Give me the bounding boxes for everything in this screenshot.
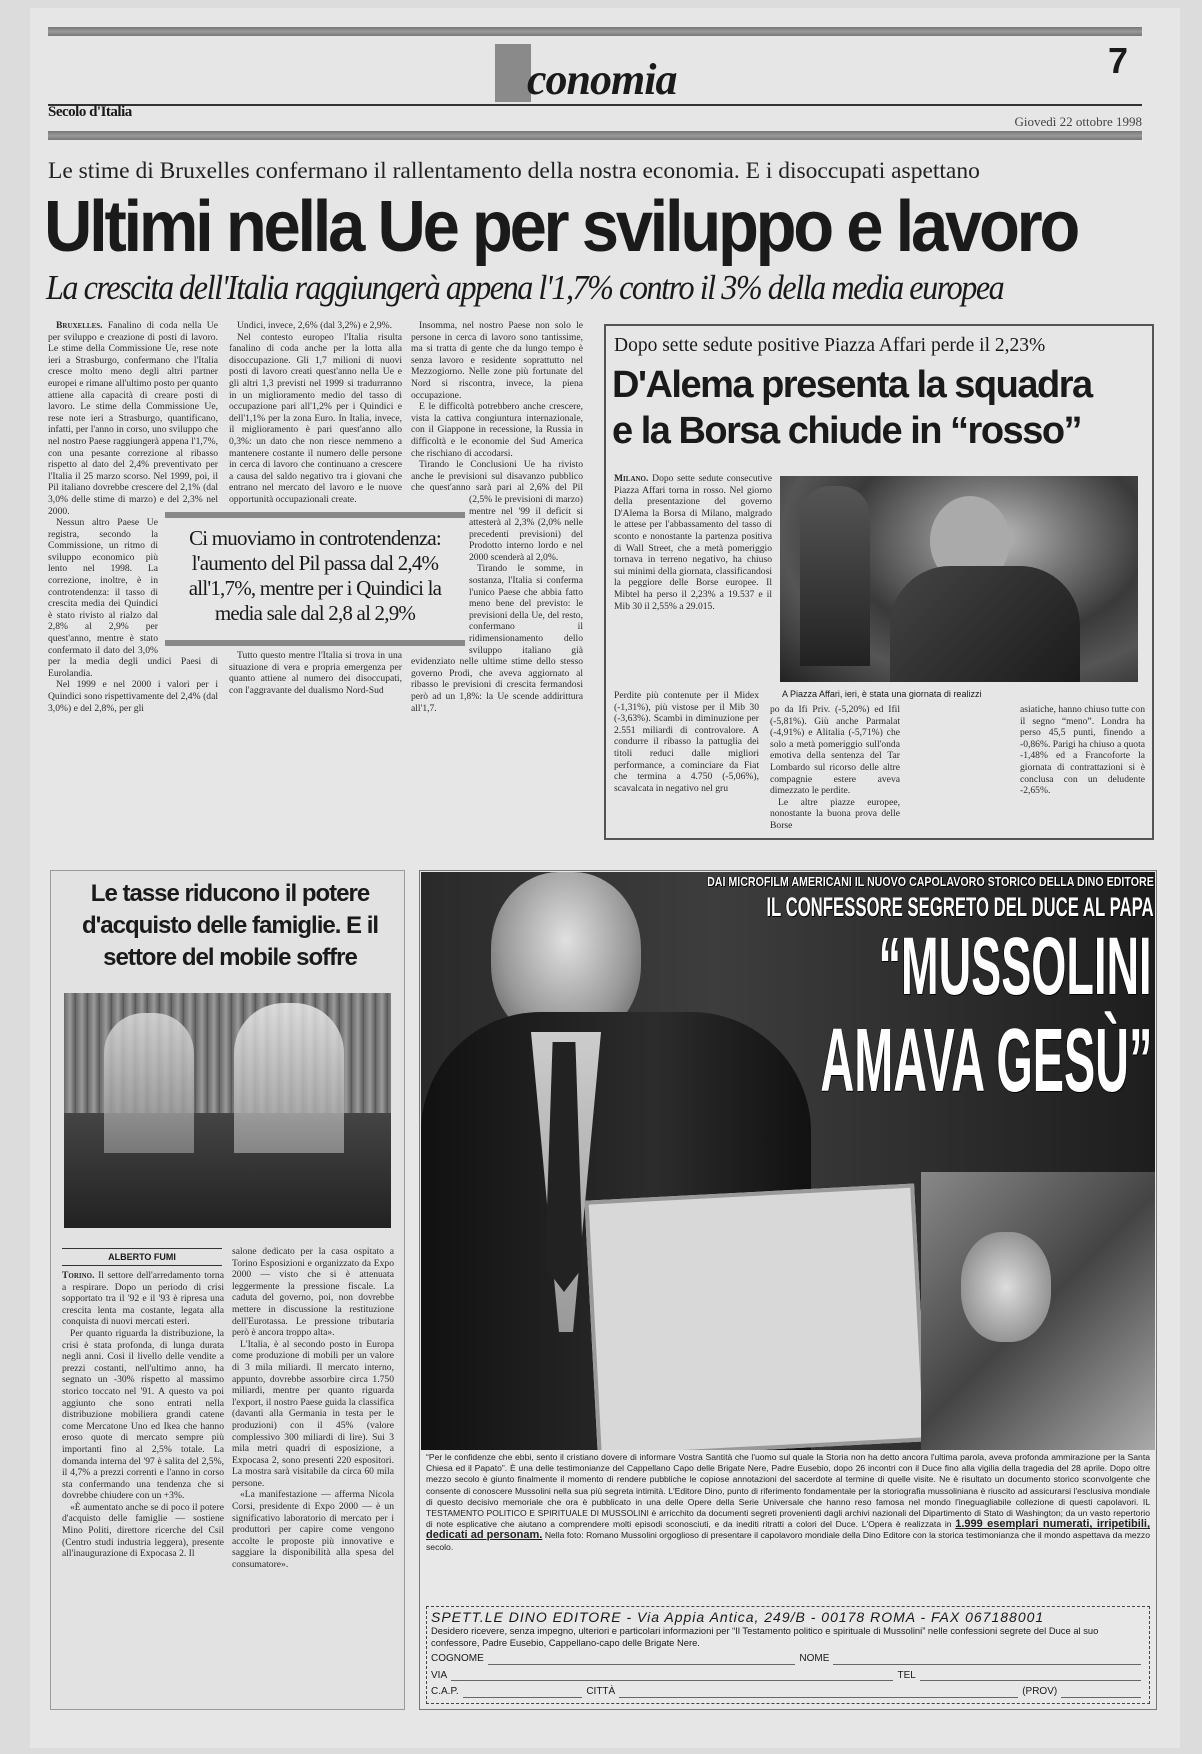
issue-date: Giovedì 22 ottobre 1998 (1014, 114, 1142, 129)
paragraph: Undici, invece, 2,6% (dal 3,2%) e 2,9%. (237, 320, 393, 331)
paragraph: Tirando le Conclusioni Ue ha rivisto anche le previsioni sul disavanzo pubblico che quest'anno sarà pari al 2,6% del Pil (2,5% le previsioni di marzo) mentre nel '99 il deficit si attesterà al 2,3% (2,0% nelle precedenti previsioni) del Prodotto interno lordo e nel 2000 scenderà al 2,0%. (411, 459, 583, 563)
ad-headline-line-1: “MUSSOLINI (878, 921, 1152, 1012)
article-headline: Ultimi nella Ue per sviluppo e lavoro (44, 187, 1078, 267)
article-subhead: La crescita dell'Italia raggiungerà appena l'1,7% contro il 3% della media europea (46, 268, 1004, 307)
ad-body-text (426, 1452, 1150, 1553)
stock-exchange-photo (780, 476, 1138, 682)
paragraph: asiatiche, hanno chiuso tutte con il segno “meno”. Londra ha perso 45,5 punti, finendo a -0,86%. Parigi ha chiuso a quota -1,48% ed a Francoforte la giornata di contrattazioni si è conclusa con un deludente -2,65%. (1020, 704, 1145, 797)
header-thin-rule (48, 104, 1142, 106)
borsa-column-b (614, 690, 759, 830)
paragraph: «La manifestazione — afferma Nicola Corsi, presidente di Expo 2000 — è un significativo laboratorio di mercato per i produttori per capire come vengono accolte le proposte più innovative e saggiare la disponibilità alla spesa del consumatore». (232, 1489, 394, 1571)
masthead: Secolo d'Italia (48, 104, 132, 120)
paragraph: Nessun altro Paese Ue registra, secondo la Commissione, un ritmo di sviluppo economico più lento nel 1998. La correzione, inoltre, è in controtendenza: il tasso di crescita media dei Quindici è stato rivisto al rialzo dal 2,8% al 2,9% per quest'anno, mentre è stato confermato il dato del 3,0% per la media degli undici Paesi di Eurolandia. (48, 517, 218, 679)
paragraph: po da Ifi Priv. (-5,20%) ed Ifil (-5,81%). Giù anche Parmalat (-4,91%) e Alitalia (-5,71%) che solo a metà pomeriggio sull'onda emotiva della sentenza del Tar Lombardo sul ricorso delle altre compagnie estere aveva dimezzato le perdite. (770, 704, 900, 797)
paragraph: Le altre piazze europee, nonostante la buona prova delle Borse (770, 796, 900, 830)
section-initial-block (495, 44, 531, 102)
phone-label: TEL (897, 1669, 916, 1681)
street-label: VIA (431, 1669, 448, 1681)
top-rule (48, 27, 1142, 36)
dateline: Milano. (614, 473, 649, 484)
paragraph: «È aumentato anche se di poco il potere d'acquisto delle famiglie — sostiene Mino Politi, direttore ricerche del Csil (Centro studi industria leggera), presente all'inaugurazione di Expocasa 2. Il (62, 1501, 224, 1560)
paragraph: Nel 1999 e nel 2000 i valori per i Quindici sono rispettivamente del 2,4% (dal 3,0%) e del 2,8%, per gli (48, 679, 218, 714)
borsa-column-c (770, 704, 900, 830)
province-label: (PROV) (1022, 1686, 1058, 1697)
phone-field[interactable] (920, 1671, 1141, 1681)
ad-tagline: DAI MICROFILM AMERICANI IL NUOVO CAPOLAVORO STORICO DELLA DINO EDITORE (707, 874, 1154, 889)
ad-title: IL CONFESSORE SEGRETO DEL DUCE AL PAPA (766, 892, 1154, 922)
city-field[interactable] (619, 1688, 1018, 1698)
paragraph: Il settore dell'arredamento torna a respirare. Dopo un periodo di crisi sopportato tra il '92 e il '93 è ripresa una crescita lenta ma costante, legata alla conquista di nuovi mercati esteri. (62, 1270, 224, 1328)
headline-line: e la Borsa chiude in “rosso” (612, 410, 1082, 452)
paragraph: E le difficoltà potrebbero anche crescere, vista la cattiva congiuntura internazionale, con il Giappone in recessione, la Russia in difficoltà e le economie del Sud America che rischiano di accodarsi. (411, 401, 583, 459)
furniture-factory-photo (64, 993, 391, 1228)
paragraph: Tutto questo mentre l'Italia si trova in una situazione di vera e propria emergenza per quanto attiene al numero dei disoccupati, con l'aggravante del dualismo Nord-Sud (229, 650, 402, 696)
dateline: Torino. (62, 1270, 95, 1281)
article-kicker: Le stime di Bruxelles confermano il rallentamento della nostra economia. E i disoccupati aspettano (48, 158, 980, 184)
paragraph: Fanalino di coda nella Ue per sviluppo e creazione di posti di lavoro. Le stime della Commissione Ue, rese note ieri a Strasburgo, confermano che l'Italia cresce molto meno degli altri partner europei e rimane all'ultimo posto per quanto attiene alla capacità di creare posti di lavoro. Le stime della Commissione Ue, rese note ieri a Strasburgo, quantificano, infatti, per l'anno in corso, uno sviluppo che nel nostro Paese raggiungerà appena l'1,7%, con una pesante correzione al ribasso rispetto al dato del 2,4% preventivato per l'Italia il 25 marzo scorso. Nel 1999, poi, il Pil italiano dovrebbe crescere del 2,1% (dal 3,0% delle stime di marzo) e del 2,3% nel 2000. (48, 320, 218, 517)
surname-field[interactable] (488, 1655, 796, 1665)
zip-field[interactable] (463, 1688, 583, 1698)
order-coupon[interactable] (426, 1606, 1150, 1704)
name-field[interactable] (833, 1655, 1141, 1665)
surname-label: COGNOME (431, 1653, 484, 1664)
ad-headline-line-2: AMAVA GESÙ” (820, 1011, 1152, 1111)
page-number: 7 (1108, 40, 1129, 81)
paragraph: Insomma, nel nostro Paese non solo le persone in cerca di lavoro sono tantissime, ma si tratta di gente che da lungo tempo è senza lavoro e residente soprattutto nel Mezzogiorno. Nelle zone più fortunate del Nord si riscontra, invece, la piena occupazione. (411, 320, 583, 401)
ad-highlight: 1.999 esemplari numerati, irripetibili, dedicati ad personam. (426, 1518, 1150, 1542)
borsa-column-d (1020, 704, 1145, 830)
name-label: NOME (799, 1653, 830, 1664)
furniture-headline: Le tasse riducono il potere d'acquisto delle famiglie. E il settore del mobile soffre (81, 880, 379, 971)
section-title-text: conomia (527, 55, 677, 104)
ad-photo-note: Nella foto: Romano Mussolini orgoglioso di presentare il capolavoro mondiale della Dino Editore con la storica testimonianza che il mondo aspettava da mezzo secolo. (426, 1530, 1151, 1552)
photo-caption: A Piazza Affari, ieri, è stata una giornata di realizzi (782, 689, 982, 699)
dateline: Bruxelles. (56, 320, 103, 331)
paragraph: Perdite più contenute per il Midex (-1,31%), più vistose per il Mib 30 (-3,63%). Scambi in diminuzione per 2.551 miliardi di controvalore. A condurre il ribasso la pattuglia dei titoli reduci dalle migliori performance, a cominciare da Fiat che termina a 4.750 (-5,06%), scavalcata in negativo nel gru (614, 690, 759, 794)
borsa-headline (612, 362, 1092, 454)
borsa-column-a (614, 473, 772, 685)
zip-label: C.A.P. (431, 1686, 459, 1697)
furniture-column-left (62, 1270, 224, 1702)
pull-quote: Ci muoviamo in controtendenza: l'aumento del Pil passa dal 2,4% all'1,7%, mentre per i Quindici la media sale dal 2,8 al 2,9% (165, 512, 465, 646)
coupon-text: Desidero ricevere, senza impegno, ulteriori e particolari informazioni per “Il Testamento politico e spirituale di Mussolini” nelle confessioni segrete del Duce al suo confessore, Padre Eusebio, Cappellano-capo delle Brigate Nere. (431, 1625, 1099, 1648)
headline-line: D'Alema presenta la squadra (612, 364, 1092, 406)
header-bottom-rule (48, 131, 1142, 140)
ad-body: “Per le confidenze che ebbi, sento il cristiano dovere di informare Vostra Santità che l'uomo sul quale la Storia non ha detto ancora l'ultima parola, aveva profonda ammirazione per la Santa Chiesa ed il Papato”. È una delle testimonianze del Cappellano Capo delle Brigate Nere, Padre Eusebio, dopo 26 incontri con il Duce fino alla vigilia della tragedia del 28 aprile. Dopo oltre mezzo secolo è giunto finalmente il momento di rendere pubbliche le copiose annotazioni del sacerdote al termine di quelle visite. Ne è risultato un documento storico sconvolgente che consente di conoscere Mussolini nella sua più segreta intimità. L'Editore Dino, punto di riferimento fondamentale per la storiografia mussoliniana è riuscito ad assicurarsi l'esclusiva mondiale di questo decisivo memoriale che ora è pubblicato in una delle Opere della Serie Universale che hanno reso famosa nel mondo l'ineguagliabile collezione di questi capolavori. IL TESTAMENTO POLITICO E SPIRITUALE DI MUSSOLINI è arricchito da documenti segreti provenienti dagli archivi nazionali del Dipartimento di Stato di Washington; da un vasto repertorio di note esplicative che aiutano a comprendere molti episodi sconosciuti, e da inediti ritratti a colori del Duce. L'Opera è realizzata in (426, 1452, 1150, 1530)
city-label: CITTÀ (586, 1686, 616, 1697)
byline: ALBERTO FUMI (62, 1248, 222, 1266)
paragraph: L'Italia, è al secondo posto in Europa come produzione di mobili per un valore di 3 mila miliardi. Il mercato interno, appunto, dovrebbe assorbire circa 1.750 miliardi, mentre per quanto riguarda l'export, il nostro Paese guida la classifica (davanti alla Germania in testa per le produzioni) con il 45% (valore complessivo 300 miliardi di lire). Sui 3 mila metri quadri di esposizione, a Expocasa 2, sono presenti 220 espositori. La mostra sarà visitabile da circa 60 mila persone. (232, 1338, 394, 1489)
furniture-column-right (232, 1246, 394, 1702)
paragraph: salone dedicato per la casa ospitato a Torino Esposizioni e organizzato da Expo 2000 — visto che si è attenuata leggermente la pressione fiscale. La caduta del governo, poi, non dovrebbe mettere in discussione la restituzione dell'Eurotassa. Le pressione tributaria però è ancora troppo alta». (232, 1246, 394, 1339)
section-title (495, 44, 676, 105)
paragraph: Per quanto riguarda la distribuzione, la crisi è stata profonda, di lunga durata negli anni. Così il livello delle vendite a prezzi costanti, nell'ultimo anno, ha segnato un -30% rispetto al massimo storico toccato nel '91. A questo va poi aggiunto che sono entrati nella distribuzione mobiliera grandi catene come Mercatone Uno ed Ikea che hanno eroso quote di mercato sempre più importanti fino al 2,5% totale. La domanda interna del '97 è salita del 2,5%, il 4,7% a prezzi correnti e l'anno in corso sta confermando una tendenza che si dovrebbe chiudere con un +3%. (62, 1327, 224, 1502)
province-field[interactable] (1061, 1688, 1141, 1698)
street-field[interactable] (451, 1671, 893, 1681)
coupon-address: SPETT.LE DINO EDITORE - Via Appia Antica, 249/B - 00178 ROMA - FAX 067188001 (431, 1609, 1045, 1625)
paragraph: Nel contesto europeo l'Italia risulta fanalino di coda anche per la lotta alla disoccupazione. Gli 1,7 milioni di nuovi posti di lavoro creati quest'anno nella Ue e gli altri 1,3 previsti nel 1999 si tradurranno in un miglioramento medio del tasso di occupazione pari all'1,2% per i Quindici e dell'1,1% per la zona Euro. In Italia, invece, il miglioramento è pari quest'anno allo 0,3%: un dato che non riesce nemmeno a mantenere costante il numero delle persone in cerca di lavoro che continuano a crescere a causa del saldo negativo tra i giovani che entrano nel mercato del lavoro e le nuove opportunità occupazionali create. (229, 331, 402, 505)
paragraph: Dopo sette sedute consecutive Piazza Affari torna in rosso. Nel giorno della presentazione del governo D'Alema la Borsa di Milano, malgrado le attese per l'abbassamento del tasso di sconto e nonostante la partenza positiva di Wall Street, che a metà pomeriggio tornava in terreno negativo, ha chiuso sui minimi della giornata, classificandosi la peggiore delle Borse europee. Il Mibtel ha perso il 2,23% a 19.537 e il Mib 30 il 2,55% a 29.015. (614, 473, 772, 612)
paragraph: Tirando le somme, in sostanza, l'Italia si conferma l'unico Paese che abbia fatto meno bene del previsto: le previsioni della Ue, del resto, confermano il ridimensionamento dello sviluppo italiano già evidenziato nelle ultime stime dello stesso governo Prodi, che aveva aggiornato al ribasso le previsioni di crescita fermandosi però ad un 1,8%: la Ue scende addirittura all'1,7. (411, 563, 583, 714)
borsa-kicker: Dopo sette sedute positive Piazza Affari perde il 2,23% (614, 335, 1046, 356)
